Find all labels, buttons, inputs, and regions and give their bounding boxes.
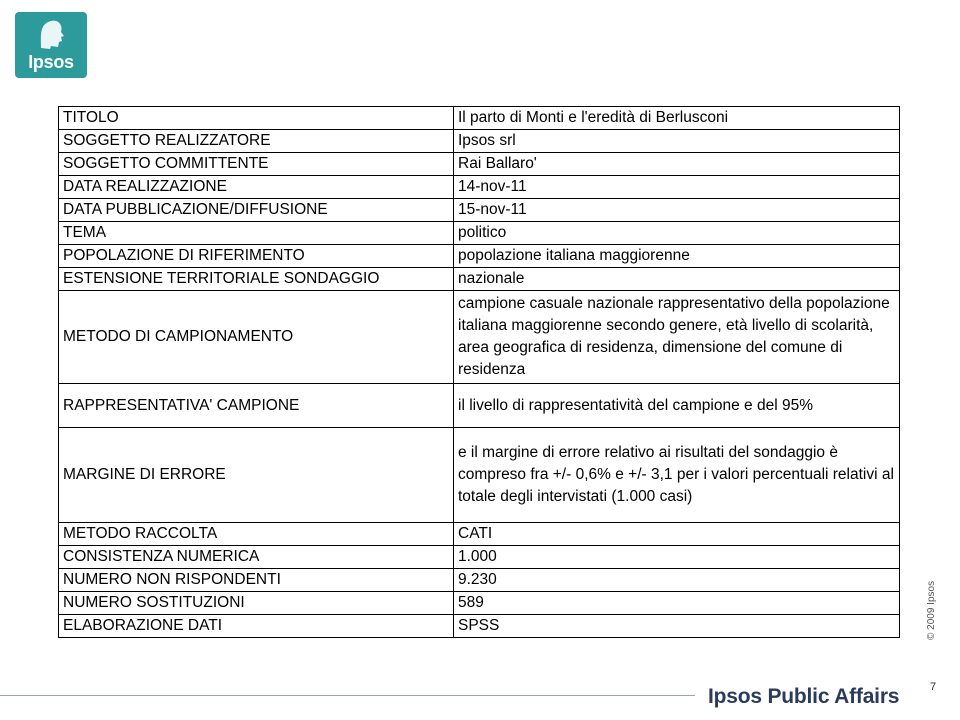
row-key: DATA REALIZZAZIONE [59,176,454,199]
profile-face-icon [37,18,65,50]
row-key: NUMERO NON RISPONDENTI [59,569,454,592]
row-value: 15-nov-11 [454,199,900,222]
table-row [59,222,900,245]
table-row [59,428,900,523]
row-value: 14-nov-11 [454,176,900,199]
table-row [59,592,900,615]
row-value: Ipsos srl [454,130,900,153]
table-row [59,130,900,153]
row-key: SOGGETTO REALIZZATORE [59,130,454,153]
row-value: il livello di rappresentatività del campione e del 95% [454,384,900,428]
row-value: 9.230 [454,569,900,592]
row-key: ESTENSIONE TERRITORIALE SONDAGGIO [59,268,454,291]
row-key: ELABORAZIONE DATI [59,615,454,638]
row-key: POPOLAZIONE DI RIFERIMENTO [59,245,454,268]
row-key: TITOLO [59,107,454,130]
row-key: DATA PUBBLICAZIONE/DIFFUSIONE [59,199,454,222]
row-value: 589 [454,592,900,615]
table-row [59,153,900,176]
table-row [59,107,900,130]
row-value: popolazione italiana maggiorenne [454,245,900,268]
row-value: SPSS [454,615,900,638]
ipsos-logo [15,12,87,78]
row-value: nazionale [454,268,900,291]
row-value: CATI [454,523,900,546]
table-row [59,291,900,384]
survey-info-table [58,106,900,638]
table-row [59,615,900,638]
row-value: politico [454,222,900,245]
row-key: METODO DI CAMPIONAMENTO [59,291,454,384]
row-value: Il parto di Monti e l'eredità di Berlusconi [454,107,900,130]
table-row [59,523,900,546]
table-row [59,199,900,222]
table-row [59,384,900,428]
row-value: 1.000 [454,546,900,569]
table-row [59,546,900,569]
row-value: Rai Ballaro' [454,153,900,176]
row-key: MARGINE DI ERRORE [59,428,454,523]
table-row [59,176,900,199]
copyright-notice: © 2009 Ipsos [926,580,937,640]
row-key: CONSISTENZA NUMERICA [59,546,454,569]
footer-divider [0,695,695,696]
logo-text: Ipsos [28,52,74,72]
row-value: e il margine di errore relativo ai risultati del sondaggio è compreso fra +/- 0,6% e +/- 3,1 per i valori percentuali relativi al totale degli intervistati (1.000 casi) [454,428,900,523]
page-number: 7 [930,681,937,693]
table-row [59,245,900,268]
row-key: NUMERO SOSTITUZIONI [59,592,454,615]
row-key: SOGGETTO COMMITTENTE [59,153,454,176]
table-row [59,569,900,592]
table-row [59,268,900,291]
footer-brand: Ipsos Public Affairs [708,685,900,708]
row-value: campione casuale nazionale rappresentativo della popolazione italiana maggiorenne secondo genere, età livello di scolarità, area geografica di residenza, dimensione del comune di residenza [454,291,900,384]
row-key: RAPPRESENTATIVA' CAMPIONE [59,384,454,428]
row-key: METODO RACCOLTA [59,523,454,546]
row-key: TEMA [59,222,454,245]
